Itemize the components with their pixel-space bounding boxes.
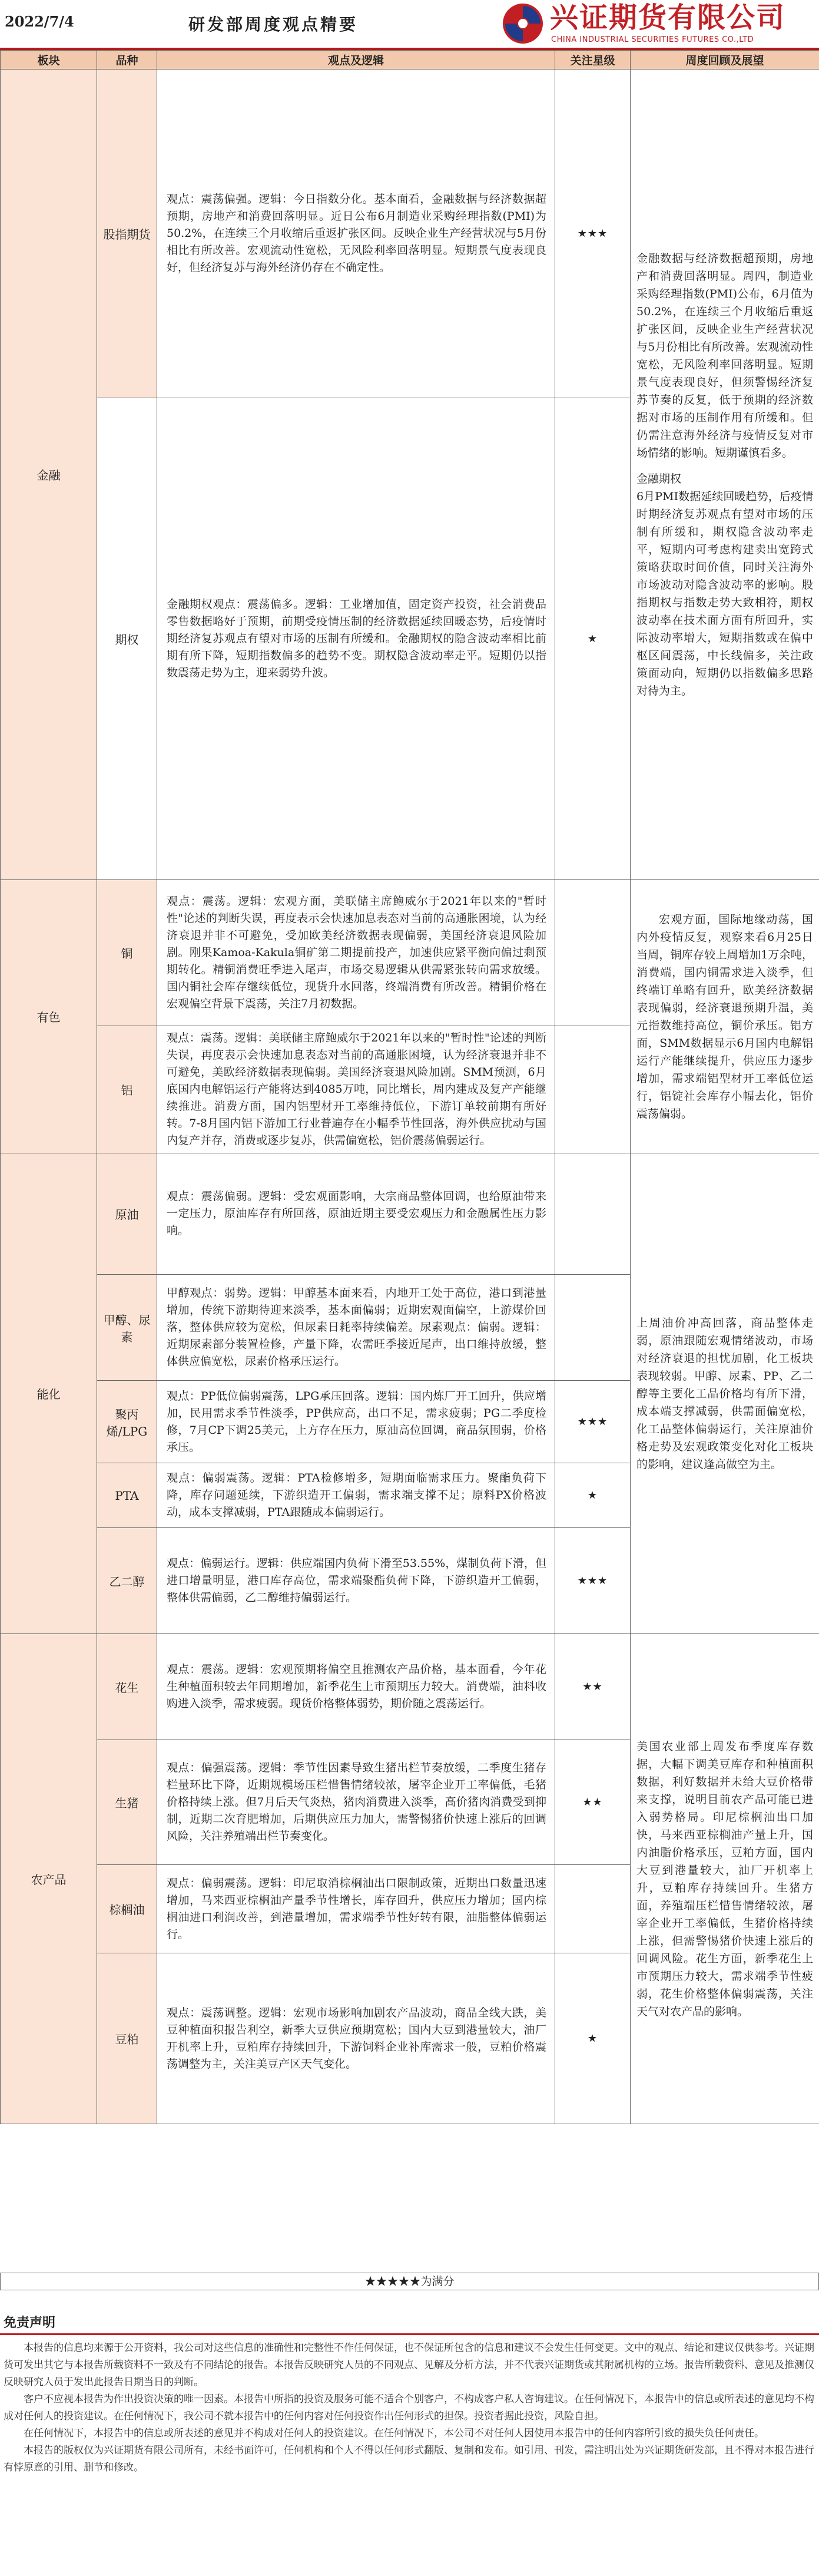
view-palm-oil: 观点：偏弱震荡。逻辑：印尼取消棕榈油出口限制政策，近期出口数量迅速增加，马来西亚棕榈油产量季节性增长，库存回升，供应压力增加；国内棕榈油进口利润改善，到港量增加，需求端季节性好转有限，油脂整体偏弱运行。 — [157, 1865, 555, 1953]
column-header-sector: 板块 — [1, 51, 97, 70]
stars-peanut: ★★ — [555, 1634, 631, 1740]
table-row — [1, 880, 819, 1026]
disclaimer-paragraph: 在任何情况下，本报告中的信息或所表述的意见并不构成对任何人的投资建议。在任何情况下，本公司不对任何人因使用本报告中的任何内容所引致的损失负任何责任。 — [24, 2428, 764, 2439]
disclaimer-title: 免责声明 — [4, 2315, 56, 2330]
stars-options: ★ — [555, 398, 631, 880]
variety-index-futures: 股指期货 — [97, 70, 157, 398]
report-date: 2022/7/4 — [5, 13, 74, 30]
stars-methanol — [555, 1275, 631, 1381]
stars-live-hog: ★★ — [555, 1740, 631, 1865]
view-pp: 观点：PP低位偏弱震荡，LPG承压回落。逻辑：国内炼厂开工回升，供应增加，民用需求季节性淡季，PP供应高，出口不足，需求疲弱；PG二季度检修，7月CP下调25美元，上方存在压力，原油高位回调，商品氛围弱，价格承压。 — [157, 1381, 555, 1463]
variety-aluminum: 铝 — [97, 1026, 157, 1153]
company-logo-icon — [502, 2, 544, 45]
view-peanut: 观点：震荡。逻辑：宏观预期将偏空且推测农产品价格，基本面看，今年花生种植面积较去年同期增加，新季花生上市预期压力较大。消费端，油料收购进入淡季，需求疲弱。现货价格整体弱势，期价随之震荡运行。 — [157, 1634, 555, 1740]
review-options-title: 金融期权 — [636, 472, 682, 485]
sector-energy: 能化 — [1, 1153, 97, 1634]
stars-ethylene-glycol: ★★★ — [555, 1528, 631, 1634]
review-energy-text: 上周油价冲高回落，商品整体走弱，原油跟随宏观情绪波动，市场对经济衰退的担忧加剧，化工板块表现较弱。甲醇、尿素、PP、乙二醇等主要化工品价格均有所下滑，成本端支撑减弱，供需面偏宽松，化工品整体偏弱运行，关注原油价格走势及宏观政策变化对化工板块的影响，建议逢高做空为主。 — [636, 1316, 813, 1471]
disclaimer-paragraph: 客户不应视本报告为作出投资决策的唯一因素。本报告中所指的投资及服务可能不适合个别客户，不构成客户私人咨询建议。在任何情况下，本报告中的信息或所表述的意见均不构成对任何人的投资建议。在任何情况下，我公司不就本报告中的任何内容对任何投资作出任何形式的担保。投资者据此投资，风险自担。 — [4, 2393, 814, 2422]
column-header-variety: 品种 — [97, 51, 157, 70]
variety-live-hog: 生猪 — [97, 1740, 157, 1865]
variety-soybean-meal: 豆粕 — [97, 1953, 157, 2124]
view-options: 金融期权观点：震荡偏多。逻辑：工业增加值，固定资产投资，社会消费品零售数据略好于预期，前期受疫情压制的经济数据延续回暖态势，后疫情时期经济复苏观点有望对市场的压制有所缓和。金融期权的隐含波动率相比前期有所下降，短期指数偏多的趋势不变。期权隐含波动率走平。短期仍以指数震荡走势为主，迎来弱势升波。 — [157, 398, 555, 880]
disclaimer-body — [0, 2335, 819, 2476]
variety-copper: 铜 — [97, 880, 157, 1026]
table-row — [1, 70, 819, 398]
review-finance — [631, 70, 819, 880]
review-agri — [631, 1634, 819, 2124]
page-title: 研发部周度观点精要 — [188, 15, 359, 34]
review-nonferrous-text: 宏观方面，国际地缘动荡，国内外疫情反复，观察来看6月25日当周，铜库存较上周增加1万余吨，消费端，国内铜需求进入淡季，但终端订单略有回升，欧美经济数据表现偏弱，经济衰退预期升温，美元指数维持高位，铜价承压。铝方面，SMM数据显示6月国内电解铝运行产能继续提升，供应压力逐步增加，需求端铝型材开工率低位运行，铝锭社会库存小幅去化，铝价震荡偏弱。 — [636, 912, 813, 1120]
disclaimer-paragraph: 本报告的版权仅为兴证期货有限公司所有，未经书面许可，任何机构和个人不得以任何形式翻版、复制和发布。如引用、刊发，需注明出处为兴证期货研发部，且不得对本报告进行有悖原意的引用、删节和修改。 — [4, 2445, 814, 2474]
view-live-hog: 观点：偏强震荡。逻辑：季节性因素导致生猪出栏节奏放缓，二季度生猪存栏量环比下降，近期规模场压栏惜售情绪较浓，屠宰企业开工率偏低，毛猪价格持续上涨。但7月后天气炎热，猪肉消费进入淡季，高价猪肉消费受到抑制，近期二次育肥增加，后期供应压力加大，需警惕猪价快速上涨后的回调风险，关注养殖端出栏节奏变化。 — [157, 1740, 555, 1865]
table-header-row — [1, 51, 819, 70]
view-soybean-meal: 观点：震荡调整。逻辑：宏观市场影响加剧农产品波动，商品全线大跌，美豆种植面积报告利空，新季大豆供应预期宽松；国内大豆到港量较大，油厂开机率上升，豆粕库存持续回升，下游饲料企业补库需求一般，豆粕价格震荡调整为主，关注美豆产区天气变化。 — [157, 1953, 555, 2124]
stars-pta: ★ — [555, 1463, 631, 1528]
variety-ethylene-glycol: 乙二醇 — [97, 1528, 157, 1634]
disclaimer-paragraph: 本报告的信息均来源于公开资料，我公司对这些信息的准确性和完整性不作任何保证，也不保证所包含的信息和建议不会发生任何变更。文中的观点、结论和建议仅供参考。兴证期货可发出其它与本报告所载资料不一致及有不同结论的报告。本报告反映研究人员的不同观点、见解及分析方法，并不代表兴证期货或其附属机构的立场。报告所载资料、意见及推测仅反映研究人员于发出此报告日期当日的判断。 — [4, 2342, 814, 2388]
sector-agri: 农产品 — [1, 1634, 97, 2124]
column-header-view: 观点及逻辑 — [157, 51, 555, 70]
stars-soybean-meal: ★ — [555, 1953, 631, 2124]
stars-legend: ★★★★★为满分 — [0, 2273, 819, 2290]
view-index-futures: 观点：震荡偏强。逻辑：今日指数分化。基本面看，金融数据与经济数据超预期，房地产和消费回落明显。近日公布6月制造业采购经理指数(PMI)为50.2%，在连续三个月收缩后重返扩张区间。反映企业生产经营状况与5月份相比有所改善。宏观流动性宽松，无风险利率回落明显。短期景气度表现良好，但经济复苏与海外经济仍存在不确定性。 — [157, 70, 555, 398]
disclaimer-section — [0, 2312, 819, 2476]
view-pta: 观点：偏弱震荡。逻辑：PTA检修增多，短期面临需求压力。聚酯负荷下降，库存问题延续，下游织造开工偏弱，需求端支撑不足；原料PX价格波动，成本支撑减弱，PTA跟随成本偏弱运行。 — [157, 1463, 555, 1528]
variety-pp: 聚丙烯/LPG — [97, 1381, 157, 1463]
column-header-stars: 关注星级 — [555, 51, 631, 70]
view-aluminum: 观点：震荡。逻辑：美联储主席鲍威尔于2021年以来的"暂时性"论述的判断失误，再度表示会快速加息表态对当前的高通胀困境，认为经济衰退并非不可避免，美欧经济数据表现偏弱。美国经济衰退风险加剧。SMM预测，6月底国内电解铝运行产能将达到4085万吨，同比增长，周内建成及复产产能继续推进。消费方面，国内铝型材开工率维持低位，下游订单较前期有所好转。7-8月国内铝下游加工行业普遍存在小幅季节性回落，海外供应扰动与国内复产并存，消费或逐步复苏，供需偏宽松，铝价震荡偏弱运行。 — [157, 1026, 555, 1153]
sector-finance: 金融 — [1, 70, 97, 880]
variety-peanut: 花生 — [97, 1634, 157, 1740]
stars-aluminum — [555, 1026, 631, 1153]
view-methanol: 甲醇观点：弱势。逻辑：甲醇基本面来看，内地开工处于高位，港口到港量增加，传统下游期待迎来淡季，基本面偏弱；近期宏观面偏空，上游煤价回落，整体供应较为宽松，但尿素日耗率持续偏差。尿素观点：偏弱。逻辑：近期尿素部分装置检修，产量下降，农需旺季接近尾声，出口维持放缓，整体供应偏宽松，尿素价格承压运行。 — [157, 1275, 555, 1381]
table-row — [1, 1153, 819, 1275]
stars-palm-oil — [555, 1865, 631, 1953]
variety-methanol: 甲醇、尿素 — [97, 1275, 157, 1381]
view-ethylene-glycol: 观点：偏弱运行。逻辑：供应端国内负荷下滑至53.55%，煤制负荷下滑，但进口增量明显，港口库存高位，需求端聚酯负荷下降，下游织造开工偏弱，整体供需偏弱，乙二醇维持偏弱运行。 — [157, 1528, 555, 1634]
weekly-view-table — [0, 50, 819, 2124]
stars-pp: ★★★ — [555, 1381, 631, 1463]
variety-options: 期权 — [97, 398, 157, 880]
stars-index-futures: ★★★ — [555, 70, 631, 398]
review-nonferrous — [631, 880, 819, 1153]
review-options-text: 6月PMI数据延续回暖趋势，后疫情时期经济复苏观点有望对市场的压制有所缓和，期权隐含波动率走平，短期内可考虑构建卖出宽跨式策略获取时间价值，同时关注海外市场波动对隐含波动率的影响。股指期权与指数走势大致相符，期权波动率在技术面方面有所回升，实际波动率增大，短期指数或在偏中枢区间震荡，中长线偏多，关注政策面动向，短期仍以指数偏多思路对待为主。 — [636, 490, 813, 697]
variety-crude: 原油 — [97, 1153, 157, 1275]
brand-name-en: CHINA INDUSTRIAL SECURITIES FUTURES CO.,LTD — [551, 35, 754, 44]
review-finance-text: 金融数据与经济数据超预期，房地产和消费回落明显。周四，制造业采购经理指数(PMI)公布，6月值为50.2%，在连续三个月收缩后重返扩张区间，反映企业生产经营状况与5月份相比有所改善。宏观流动性宽松，无风险利率回落明显。短期景气度表现良好，但须警惕经济复苏节奏的反复，低于预期的经济数据对市场的压制作用有所缓和。但仍需注意海外经济与疫情反复对市场情绪的影响。短期谨慎看多。 — [636, 252, 813, 459]
stars-copper — [555, 880, 631, 1026]
view-copper: 观点：震荡。逻辑：宏观方面，美联储主席鲍威尔于2021年以来的"暂时性"论述的判断失误，再度表示会快速加息表态对当前的高通胀困境，认为经济衰退并非不可避免，受加欧美经济数据表现偏弱，美国经济衰退风险加剧。刚果Kamoa-Kakula铜矿第二期提前投产，加速供应紧平衡向偏过剩预期转化。精铜消费旺季进入尾声，市场交易逻辑从供需紧张转向需求放缓。国内铜社会库存继续低位，现货升水回落，终端消费有所改善。精铜价格在宏观偏空背景下震荡，关注7月初数据。 — [157, 880, 555, 1026]
variety-pta: PTA — [97, 1463, 157, 1528]
review-energy — [631, 1153, 819, 1634]
table-row — [1, 1634, 819, 1740]
review-agri-text: 美国农业部上周发布季度库存数据，大幅下调美豆库存和种植面积数据，利好数据并未给大豆价格带来支撑，说明目前农产品可能已进入弱势格局。印尼棕榈油出口加快，马来西亚棕榈油产量上升，国内油脂价格承压，豆粕方面，国内大豆到港量较大，油厂开机率上升，豆粕库存持续回升。生猪方面，养殖端压栏惜售情绪较浓，屠宰企业开工率偏低，生猪价格持续上涨，但需警惕猪价快速上涨后的回调风险。花生方面，新季花生上市预期压力较大，需求端季节性疲弱，花生价格整体偏弱震荡，关注天气对农产品的影响。 — [636, 1740, 813, 2018]
view-crude: 观点：震荡偏弱。逻辑：受宏观面影响，大宗商品整体回调，也给原油带来一定压力，原油库存有所回落，原油近期主要受宏观压力和金融属性压力影响。 — [157, 1153, 555, 1275]
sector-nonferrous: 有色 — [1, 880, 97, 1153]
variety-palm-oil: 棕榈油 — [97, 1865, 157, 1953]
stars-crude — [555, 1153, 631, 1275]
page-header — [0, 0, 819, 47]
column-header-review: 周度回顾及展望 — [631, 51, 819, 70]
brand-name-cn: 兴证期货有限公司 — [550, 1, 786, 34]
